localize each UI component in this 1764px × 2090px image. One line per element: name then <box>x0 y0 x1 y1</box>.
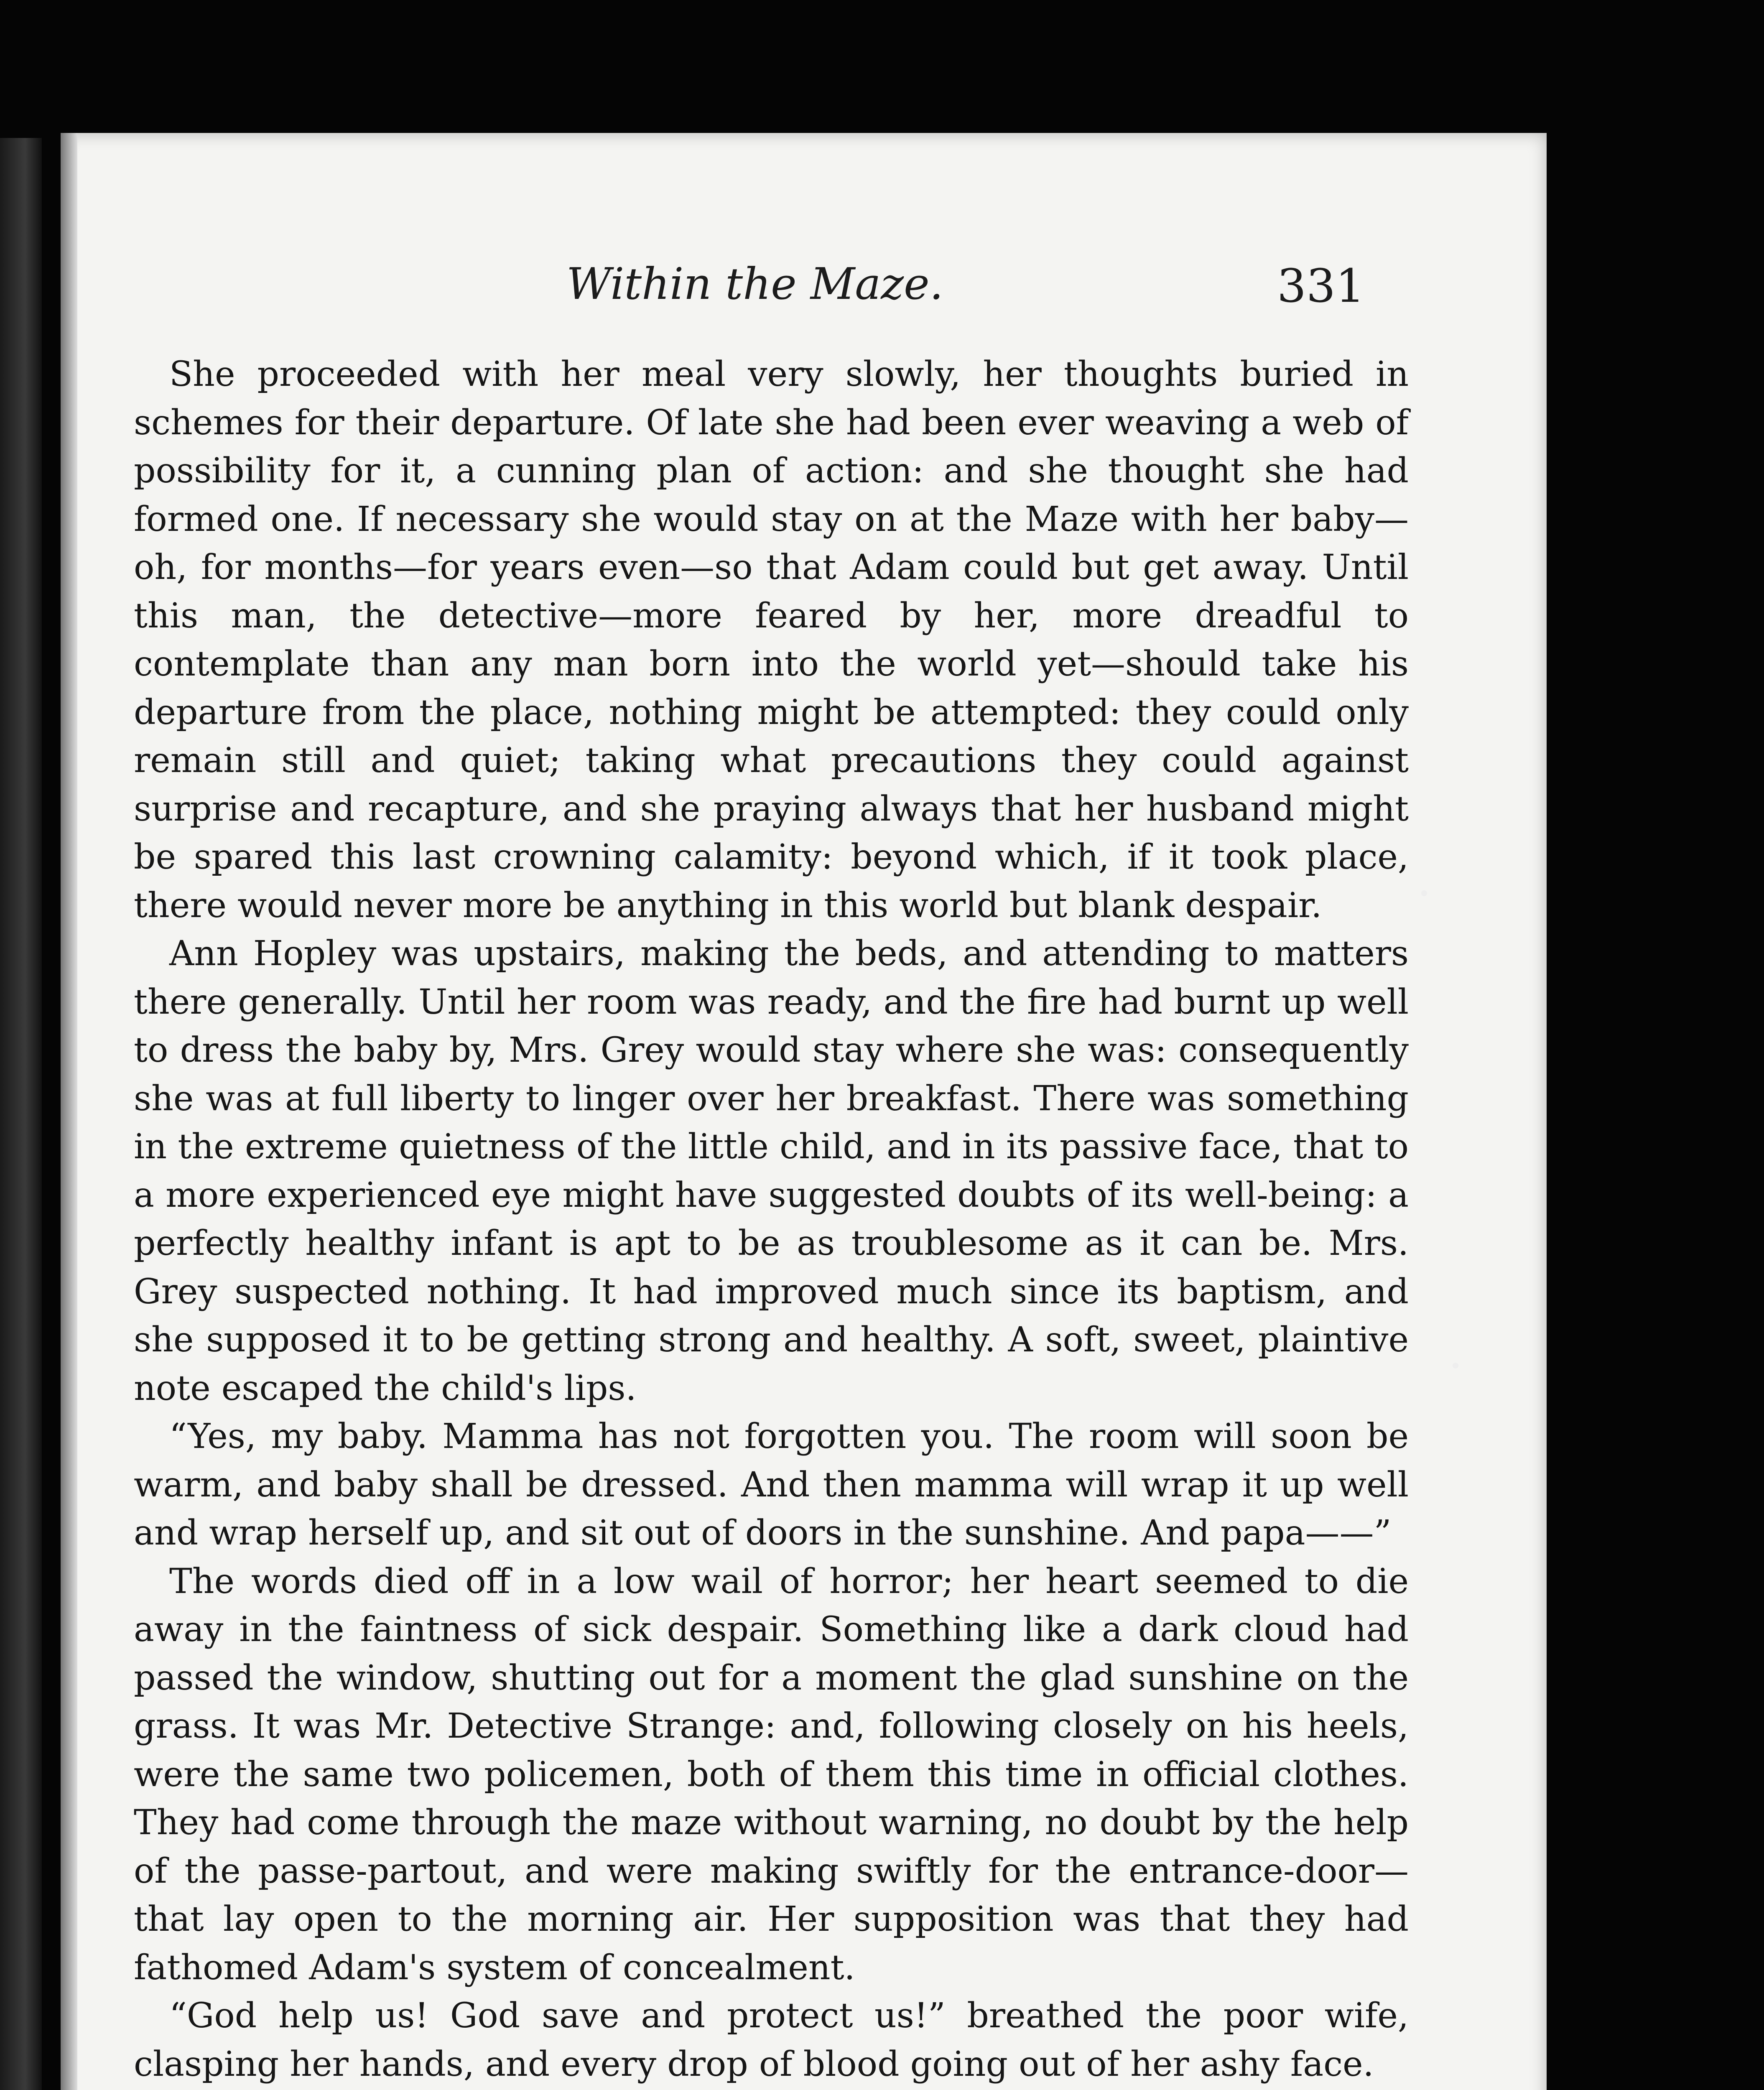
paragraph: The words died off in a low wail of horror; her heart seemed to die away in the faintness of sick despair. Something like a dark cloud had passed the window, shutting out for a moment the glad sunshine on the grass. It was Mr. Detective Strange: and, following closely on his heels, were the same two policemen, both of them this time in official clothes. They had come through the maze without warning, no doubt by the help of the passe-partout, and were making swiftly for the entrance-door—that lay open to the morning air. Her supposition was that they had fathomed Adam's system of concealment. <box>134 1561 1409 1988</box>
page-spine-shadow <box>61 133 77 2090</box>
dust-speck <box>1421 890 1427 896</box>
body-text <box>134 350 1409 2090</box>
dust-speck <box>1453 1363 1458 1369</box>
paragraph: She proceeded with her meal very slowly, her thoughts buried in schemes for their departure. Of late she had been ever weaving a web of possibility for it, a cunning plan of action: and she thought she had formed one. If necessary she would stay on at the Maze with her baby—oh, for months—for years even—so that Adam could but get away. Until this man, the detective—more feared by her, more dreadful to contemplate than any man born into the world yet—should take his departure from the place, nothing might be attempted: they could only remain still and quiet; taking what precautions they could against surprise and recapture, and she praying always that her husband might be spared this last crowning calamity: beyond which, if it took place, there would never more be anything in this world but blank despair. <box>134 354 1409 925</box>
book-page <box>61 133 1547 2090</box>
running-head: Within the Maze. <box>566 258 943 309</box>
paragraph <box>134 2088 1409 2090</box>
page-number: 331 <box>1277 259 1365 313</box>
paragraph: Ann Hopley was upstairs, making the beds, and attending to matters there generally. Until her room was ready, and the fire had burnt up well to dress the baby by, Mrs. Grey would stay where she was: consequently she was at full liberty to linger over her breakfast. There was something in the extreme quietness of the little child, and in its passive face, that to a more experienced eye might have suggested doubts of its well-being: a perfectly healthy infant is apt to be as troublesome as it can be. Mrs. Grey suspected nothing. It had improved much since its baptism, and she supposed it to be getting strong and healthy. A soft, sweet, plaintive note escaped the child's lips. <box>134 934 1409 1408</box>
paragraph: “Yes, my baby. Mamma has not forgotten you. The room will soon be warm, and baby shall be dressed. And then mamma will wrap it up well and wrap herself up, and sit out of doors in the sunshine. And papa——” <box>134 1417 1409 1553</box>
paragraph: “God help us! God save and protect us!” breathed the poor wife, clasping her hands, and every drop of blood going out of her ashy face. <box>134 1996 1409 2084</box>
facing-page-edge <box>0 138 42 2090</box>
